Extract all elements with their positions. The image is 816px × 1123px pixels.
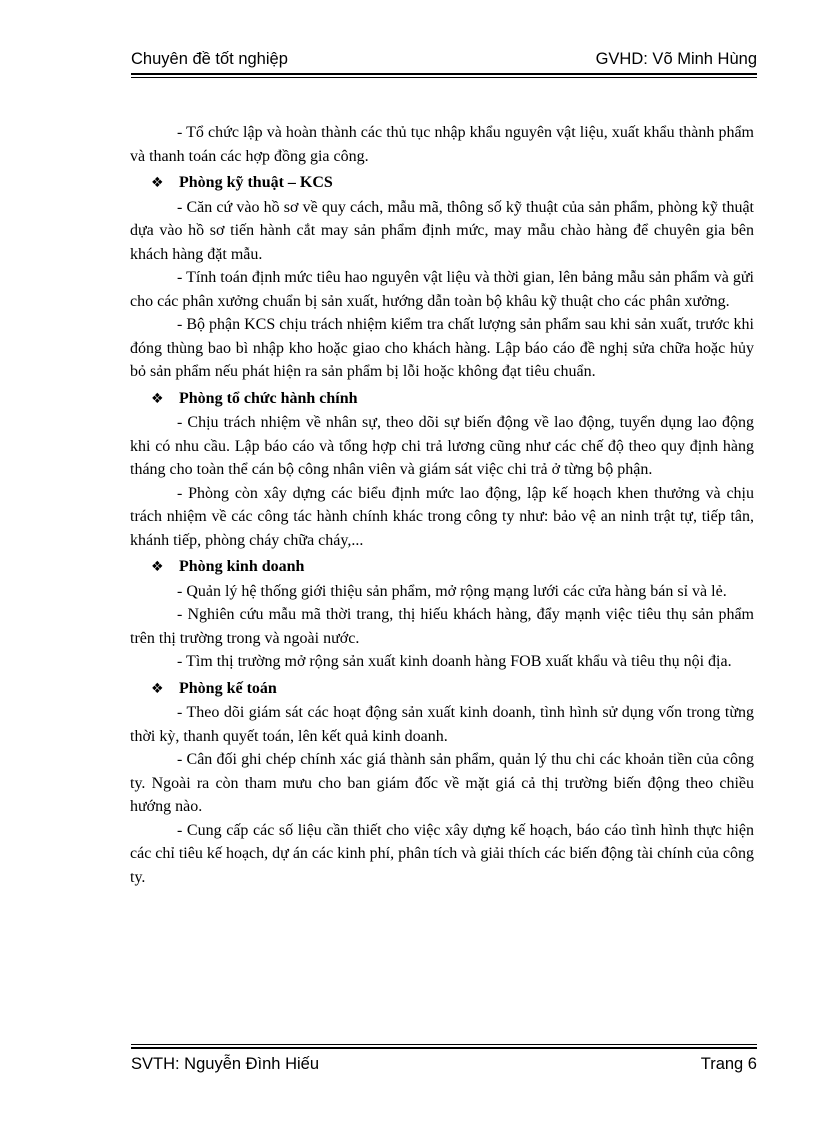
header-rule-thin <box>131 77 757 78</box>
paragraph: - Cân đối ghi chép chính xác giá thành sản phẩm, quản lý thu chi các khoản tiền của công ty. Ngoài ra còn tham mưu cho ban giám đốc về mặt giá cả thị trường biến động theo chiều hướng nào. <box>130 751 754 815</box>
page-footer <box>131 1055 757 1079</box>
section-title: Phòng kế toán <box>179 679 277 697</box>
page-header <box>131 50 757 74</box>
footer-rule-thick <box>131 1047 757 1049</box>
page-body <box>130 121 754 889</box>
diamond-bullet-icon: ❖ <box>151 680 164 697</box>
paragraph: - Tính toán định mức tiêu hao nguyên vật liệu và thời gian, lên bảng mẫu sản phẩm và gửi cho các phân xưởng chuẩn bị sản xuất, hướng dẫn toàn bộ khâu kỹ thuật cho các phân xưởng. <box>130 269 754 310</box>
paragraph: - Cung cấp các số liệu cần thiết cho việc xây dựng kế hoạch, báo cáo tình hình thực hiện các chỉ tiêu kế hoạch, dự án các kinh phí, phân tích và giải thích các biến động tài chính của công ty. <box>130 821 754 886</box>
section-title: Phòng kỹ thuật – KCS <box>179 174 333 191</box>
section-heading <box>130 677 754 702</box>
header-advisor: GVHD: Võ Minh Hùng <box>595 50 757 68</box>
paragraph: - Phòng còn xây dựng các biểu định mức lao động, lập kế hoạch khen thưởng và chịu trách nhiệm về các công tác hành chính khác trong công ty như: bảo vệ an ninh trật tự, tiếp tân, khánh tiếp, phòng cháy chữa cháy,... <box>130 484 754 549</box>
header-title: Chuyên đề tốt nghiệp <box>131 50 288 68</box>
paragraph: - Căn cứ vào hồ sơ về quy cách, mẫu mã, thông số kỹ thuật của sản phẩm, phòng kỹ thuật dựa vào hồ sơ tiến hành cắt may sản phẩm định mức, may mẫu chào hàng để chuyên gia bên khách hàng đặt mẫu. <box>130 198 754 263</box>
diamond-bullet-icon: ❖ <box>151 559 164 575</box>
paragraph: - Theo dõi giám sát các hoạt động sản xuất kinh doanh, tình hình sử dụng vốn trong từng thời kỳ, thanh quyết toán, lên kết quả kinh doanh. <box>130 704 754 745</box>
section-title: Phòng kinh doanh <box>179 558 305 575</box>
paragraph: - Tìm thị trường mở rộng sản xuất kinh doanh hàng FOB xuất khẩu và tiêu thụ nội địa. <box>177 653 732 670</box>
paragraph: - Bộ phận KCS chịu trách nhiệm kiểm tra chất lượng sản phẩm sau khi sản xuất, trước khi đóng thùng bao bì nhập kho hoặc giao cho khách hàng. Lập báo cáo đề nghị sửa chữa hoặc hủy bỏ sản phẩm nếu phát hiện ra sản phẩm bị lỗi hoặc không đạt tiêu chuẩn. <box>130 316 754 380</box>
paragraph: - Nghiên cứu mẫu mã thời trang, thị hiếu khách hàng, đẩy mạnh việc tiêu thụ sản phẩm trên thị trường trong và ngoài nước. <box>130 606 754 647</box>
section-heading <box>130 387 754 412</box>
diamond-bullet-icon: ❖ <box>151 175 164 191</box>
paragraph: - Chịu trách nhiệm về nhân sự, theo dõi sự biến động về lao động, tuyển dụng lao động khi có nhu cầu. Lập báo cáo và tổng hợp chi trả lương cũng như các chế độ theo quy định hàng tháng cho toàn thể cán bộ công nhân viên và giám sát việc chi trả ở từng bộ phận. <box>130 414 754 478</box>
section-title: Phòng tổ chức hành chính <box>179 389 358 407</box>
paragraph: - Tổ chức lập và hoàn thành các thủ tục nhập khẩu nguyên vật liệu, xuất khẩu thành phẩm và thanh toán các hợp đồng gia công. <box>130 124 754 165</box>
section-heading <box>130 555 754 580</box>
header-rule-thick <box>131 73 757 75</box>
paragraph: - Quản lý hệ thống giới thiệu sản phẩm, mở rộng mạng lưới các cửa hàng bán sỉ và lẻ. <box>177 582 727 600</box>
footer-rule-thin <box>131 1044 757 1045</box>
section-heading <box>130 171 754 196</box>
diamond-bullet-icon: ❖ <box>151 390 164 407</box>
page-number: Trang 6 <box>700 1055 757 1073</box>
footer-author: SVTH: Nguyễn Đình Hiếu <box>131 1055 320 1073</box>
